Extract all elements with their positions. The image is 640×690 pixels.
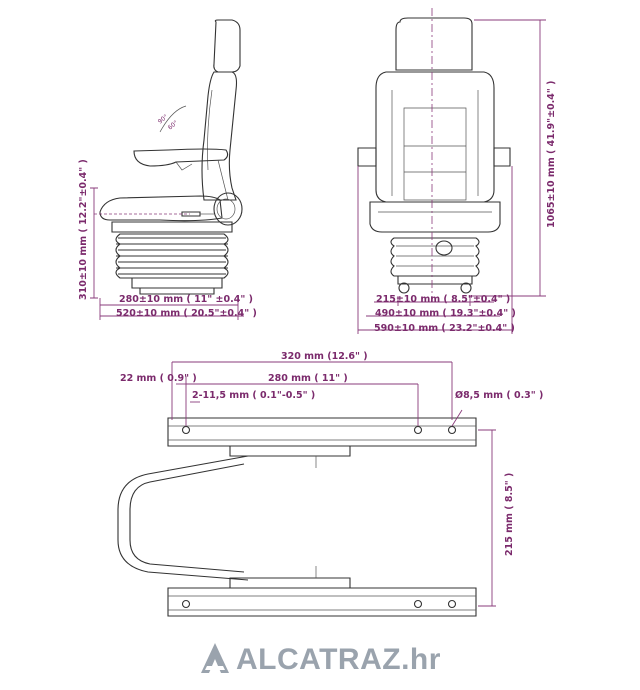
backrest-angle-label-1: 90° [156, 113, 170, 126]
front-view-dimension-lines [358, 8, 546, 334]
dimension-rail-spacing: 215 mm ( 8.5" ) [504, 472, 515, 556]
dimension-side-depth-total: 520±10 mm ( 20.5"±0.4" ) [116, 308, 257, 319]
dimension-front-base-width: 215±10 mm ( 8.5"±0.4" ) [376, 294, 511, 305]
dimension-front-height: 1065±10 mm ( 41.9"±0.4" ) [546, 80, 557, 228]
dimension-rail-total-length: 320 mm (12.6" ) [281, 351, 368, 362]
dimension-rail-slot: 2-11,5 mm ( 0.1"-0.5" ) [192, 390, 316, 401]
front-view-seat [358, 18, 510, 293]
dimension-side-height: 310±10 mm ( 12.2"±0.4" ) [78, 159, 89, 300]
alcatraz-logo-icon [197, 640, 233, 676]
dimension-rail-offset: 22 mm ( 0.9" ) [120, 373, 197, 384]
side-view-seat [100, 20, 242, 294]
dimension-side-depth-base: 280±10 mm ( 11" ±0.4" ) [119, 294, 253, 305]
rail-assembly [118, 418, 476, 616]
dimension-hole-diameter: Ø8,5 mm ( 0.3" ) [455, 390, 544, 401]
backrest-angle-label-2: 60° [166, 119, 180, 132]
dimension-front-seat-width: 490±10 mm ( 19.3"±0.4" ) [375, 308, 516, 319]
dimension-front-total-width: 590±10 mm ( 23.2"±0.4" ) [374, 323, 515, 334]
brand-name: ALCATRAZ.hr [236, 643, 441, 676]
dimension-rail-hole-spacing: 280 mm ( 11" ) [268, 373, 348, 384]
